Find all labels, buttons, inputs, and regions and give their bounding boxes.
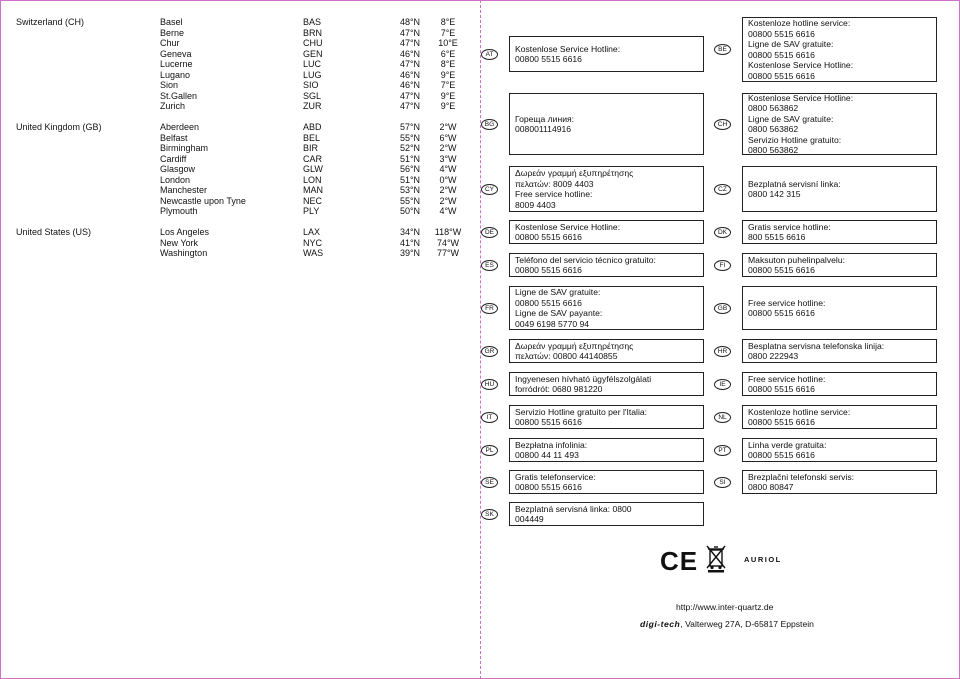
hotline-box — [509, 372, 704, 396]
country-block — [16, 122, 466, 217]
country-code-badge: ES — [481, 260, 498, 271]
city-name: St.Gallen — [160, 90, 198, 101]
city-code: GEN — [303, 48, 323, 59]
city-latitude: 47°N — [399, 59, 421, 69]
city-latitude: 56°N — [399, 164, 421, 174]
city-latitude: 55°N — [399, 132, 421, 143]
hotline-text: Kostenlose Service Hotline: 00800 5515 6616 — [515, 43, 621, 64]
city-name: Cardiff — [160, 153, 187, 164]
hotline-text: Kostenloze hotline service: 00800 5515 6616 Ligne de SAV gratuite: 00800 5515 6616 Kostenlose Service Hotline: 00800 5515 6616 — [748, 18, 854, 81]
city-row — [16, 91, 466, 102]
country-block — [16, 227, 466, 259]
hotline-text: Bezplatná servisní linka: 0800 142 315 — [748, 178, 841, 199]
city-latitude: 46°N — [399, 69, 421, 80]
hotline-text: Gratis telefonservice: 00800 5515 6616 — [515, 471, 596, 492]
city-code: ABD — [303, 122, 322, 132]
country-name: United States (US) — [16, 227, 92, 237]
city-longitude: 4°W — [439, 206, 457, 216]
country-code-badge: IE — [714, 379, 731, 390]
hotline-text: Bezpłatna infolinia: 00800 44 11 493 — [515, 439, 588, 460]
hotline-box — [509, 502, 704, 526]
city-code: NEC — [303, 195, 323, 206]
city-code: LUG — [303, 69, 322, 80]
crossed-bin-icon — [705, 545, 727, 573]
city-latitude: 50°N — [399, 206, 421, 216]
hotline-box — [509, 36, 704, 72]
city-latitude: 55°N — [399, 195, 421, 206]
city-longitude: 7°E — [440, 27, 456, 38]
city-row — [16, 227, 466, 238]
city-longitude: 77°W — [436, 248, 460, 258]
city-name: Los Angeles — [160, 227, 210, 237]
city-name: Sion — [160, 80, 179, 90]
city-longitude: 9°E — [440, 90, 456, 101]
ce-mark-icon: CE — [660, 546, 699, 576]
country-code-badge: HR — [714, 346, 731, 357]
hotline-box — [742, 17, 937, 82]
hotline-box — [742, 286, 937, 330]
city-latitude: 53°N — [399, 185, 421, 195]
city-longitude: 8°E — [440, 17, 456, 27]
hotline-box — [742, 220, 937, 244]
city-name: Manchester — [160, 185, 208, 195]
hotline-text: Servizio Hotline gratuito per l'Italia: 00800 5515 6616 — [515, 406, 648, 427]
city-code-table — [16, 17, 466, 269]
hotline-text: Free service hotline: 00800 5515 6616 — [748, 297, 826, 318]
city-latitude: 39°N — [399, 248, 421, 258]
hotline-text: Besplatna servisna telefonska linija: 0800 222943 — [748, 340, 885, 361]
city-code: CHU — [303, 38, 323, 48]
city-row — [16, 28, 466, 39]
city-latitude: 51°N — [399, 174, 421, 185]
city-longitude: 2°W — [439, 122, 457, 132]
city-code: BAS — [303, 17, 322, 27]
city-name: Aberdeen — [160, 122, 200, 132]
hotline-text: Free service hotline: 00800 5515 6616 — [748, 373, 826, 394]
hotline-box — [742, 470, 937, 494]
city-longitude: 8°E — [440, 59, 456, 69]
country-code-badge: BE — [714, 44, 731, 55]
hotline-box — [509, 286, 704, 330]
country-code-badge: PT — [714, 445, 731, 456]
address-text: , Valterweg 27A, D-65817 Eppstein — [680, 619, 814, 629]
city-latitude: 48°N — [399, 17, 421, 27]
city-code: LUC — [303, 59, 322, 69]
city-name: Plymouth — [160, 206, 198, 216]
hotline-text: Ingyenesen hívható ügyfélszolgálati forródrót: 0680 981220 — [515, 373, 652, 394]
city-longitude: 9°E — [440, 69, 456, 80]
city-code: CAR — [303, 153, 323, 164]
country-code-badge: IT — [481, 412, 498, 423]
country-code-badge: GR — [481, 346, 498, 357]
city-code: MAN — [303, 185, 323, 195]
hotline-box — [509, 166, 704, 212]
country-code-badge: SI — [714, 477, 731, 488]
city-latitude: 47°N — [399, 27, 421, 38]
hotline-text: Δωρεάν γραμμή εξυπηρέτησης πελατών: 00800 44140855 — [515, 340, 634, 361]
city-latitude: 46°N — [399, 48, 421, 59]
city-longitude: 4°W — [439, 164, 457, 174]
city-name: Birmingham — [160, 143, 209, 153]
country-code-badge: AT — [481, 49, 498, 60]
city-row — [16, 196, 466, 207]
hotline-box — [742, 372, 937, 396]
city-row — [16, 175, 466, 186]
city-latitude: 47°N — [399, 38, 421, 48]
city-latitude: 57°N — [399, 122, 421, 132]
city-name: Glasgow — [160, 164, 196, 174]
hotline-box — [509, 253, 704, 277]
country-name: Switzerland (CH) — [16, 17, 85, 27]
country-code-badge: SE — [481, 477, 498, 488]
city-row — [16, 143, 466, 154]
city-code: SIO — [303, 80, 319, 90]
hotline-box — [742, 253, 937, 277]
hotline-text: Δωρεάν γραμμή εξυπηρέτησης πελατών: 8009 4403 Free service hotline: 8009 4403 — [515, 168, 634, 210]
city-code: NYC — [303, 237, 323, 248]
country-code-badge: NL — [714, 412, 731, 423]
page-left-edge — [0, 0, 1, 679]
city-name: Washington — [160, 248, 208, 258]
hotline-box — [742, 438, 937, 462]
hotline-box — [742, 93, 937, 155]
city-code: BEL — [303, 132, 321, 143]
city-longitude: 2°W — [439, 195, 457, 206]
city-longitude: 0°W — [439, 174, 457, 185]
city-longitude: 2°W — [439, 185, 457, 195]
city-code: SGL — [303, 90, 322, 101]
city-name: New York — [160, 237, 199, 248]
city-row — [16, 164, 466, 175]
city-row — [16, 38, 466, 49]
hotline-box — [509, 220, 704, 244]
city-latitude: 51°N — [399, 153, 421, 164]
country-code-badge: BG — [481, 119, 498, 130]
city-longitude: 118°W — [434, 227, 462, 237]
city-latitude: 52°N — [399, 143, 421, 153]
city-name: Berne — [160, 27, 185, 38]
hotline-text: Kostenlose Service Hotline: 0800 563862 Ligne de SAV gratuite: 0800 563862 Servizio Hotline gratuito: 0800 563862 — [748, 92, 854, 155]
hotline-box — [509, 405, 704, 429]
country-code-badge: CH — [714, 119, 731, 130]
country-code-badge: FR — [481, 303, 498, 314]
hotline-text: Kostenloze hotline service: 00800 5515 6616 — [748, 406, 851, 427]
city-code: PLY — [303, 206, 320, 216]
city-row — [16, 80, 466, 91]
city-latitude: 46°N — [399, 80, 421, 90]
city-longitude: 9°E — [440, 101, 456, 111]
country-code-badge: SK — [481, 509, 498, 520]
city-latitude: 47°N — [399, 101, 421, 111]
auriol-logo: AURIOL — [744, 555, 782, 564]
city-name: Lucerne — [160, 59, 193, 69]
country-code-badge: CZ — [714, 184, 731, 195]
country-block — [16, 17, 466, 112]
hotline-box — [742, 166, 937, 212]
hotline-box — [509, 339, 704, 363]
website-url[interactable]: http://www.inter-quartz.de — [676, 602, 774, 612]
city-row — [16, 206, 466, 217]
city-row — [16, 17, 466, 28]
hotline-text: Teléfono del servicio técnico gratuito: 00800 5515 6616 — [515, 254, 656, 275]
city-longitude: 10°E — [438, 38, 458, 48]
hotline-text: Ligne de SAV gratuite: 00800 5515 6616 Ligne de SAV payante: 0049 6198 5770 94 — [515, 287, 603, 329]
city-code: GLW — [303, 164, 323, 174]
city-code: LON — [303, 174, 322, 185]
hotline-box — [509, 470, 704, 494]
city-row — [16, 185, 466, 196]
certification-marks — [660, 545, 790, 575]
country-code-badge: DE — [481, 227, 498, 238]
city-name: London — [160, 174, 191, 185]
country-code-badge: FI — [714, 260, 731, 271]
hotline-text: Maksuton puhelinpalvelu: 00800 5515 6616 — [748, 254, 845, 275]
city-longitude: 3°W — [439, 153, 457, 164]
city-code: LAX — [303, 227, 321, 237]
hotline-box — [509, 93, 704, 155]
city-code: ZUR — [303, 101, 322, 111]
hotline-text: Гореща линия: 008001114916 — [515, 113, 575, 134]
hotline-box — [509, 438, 704, 462]
hotline-box — [742, 405, 937, 429]
city-name: Zurich — [160, 101, 186, 111]
city-longitude: 74°W — [436, 237, 460, 248]
city-code: BIR — [303, 143, 319, 153]
city-row — [16, 59, 466, 70]
country-code-badge: PL — [481, 445, 498, 456]
country-code-badge: CY — [481, 184, 498, 195]
city-name: Basel — [160, 17, 183, 27]
city-row — [16, 154, 466, 165]
city-row — [16, 238, 466, 249]
country-name: United Kingdom (GB) — [16, 122, 102, 132]
country-code-badge: GB — [714, 303, 731, 314]
city-row — [16, 49, 466, 60]
hotline-text: Kostenlose Service Hotline: 00800 5515 6616 — [515, 221, 621, 242]
hotline-text: Linha verde gratuita: 00800 5515 6616 — [748, 439, 827, 460]
city-row — [16, 133, 466, 144]
city-longitude: 6°E — [440, 48, 456, 59]
city-row — [16, 248, 466, 259]
digi-tech-logo: digi-tech — [640, 619, 681, 629]
hotline-text: Brezplačni telefonski servis: 0800 80847 — [748, 471, 855, 492]
city-row — [16, 70, 466, 81]
city-name: Chur — [160, 38, 180, 48]
city-row — [16, 101, 466, 112]
city-name: Belfast — [160, 132, 188, 143]
company-address — [640, 619, 814, 630]
fold-line — [480, 0, 481, 679]
city-name: Newcastle upon Tyne — [160, 195, 246, 206]
city-latitude: 34°N — [399, 227, 421, 237]
city-longitude: 2°W — [439, 143, 457, 153]
country-code-badge: DK — [714, 227, 731, 238]
hotline-text: Bezplatná servisná linka: 0800 004449 — [515, 503, 632, 524]
city-longitude: 7°E — [440, 80, 456, 90]
city-longitude: 6°W — [439, 132, 457, 143]
hotline-box — [742, 339, 937, 363]
city-latitude: 47°N — [399, 90, 421, 101]
city-name: Geneva — [160, 48, 192, 59]
hotline-text: Gratis service hotline: 800 5515 6616 — [748, 221, 831, 242]
city-code: BRN — [303, 27, 323, 38]
city-name: Lugano — [160, 69, 191, 80]
city-latitude: 41°N — [399, 237, 421, 248]
city-code: WAS — [303, 248, 324, 258]
city-row — [16, 122, 466, 133]
country-code-badge: HU — [481, 379, 498, 390]
